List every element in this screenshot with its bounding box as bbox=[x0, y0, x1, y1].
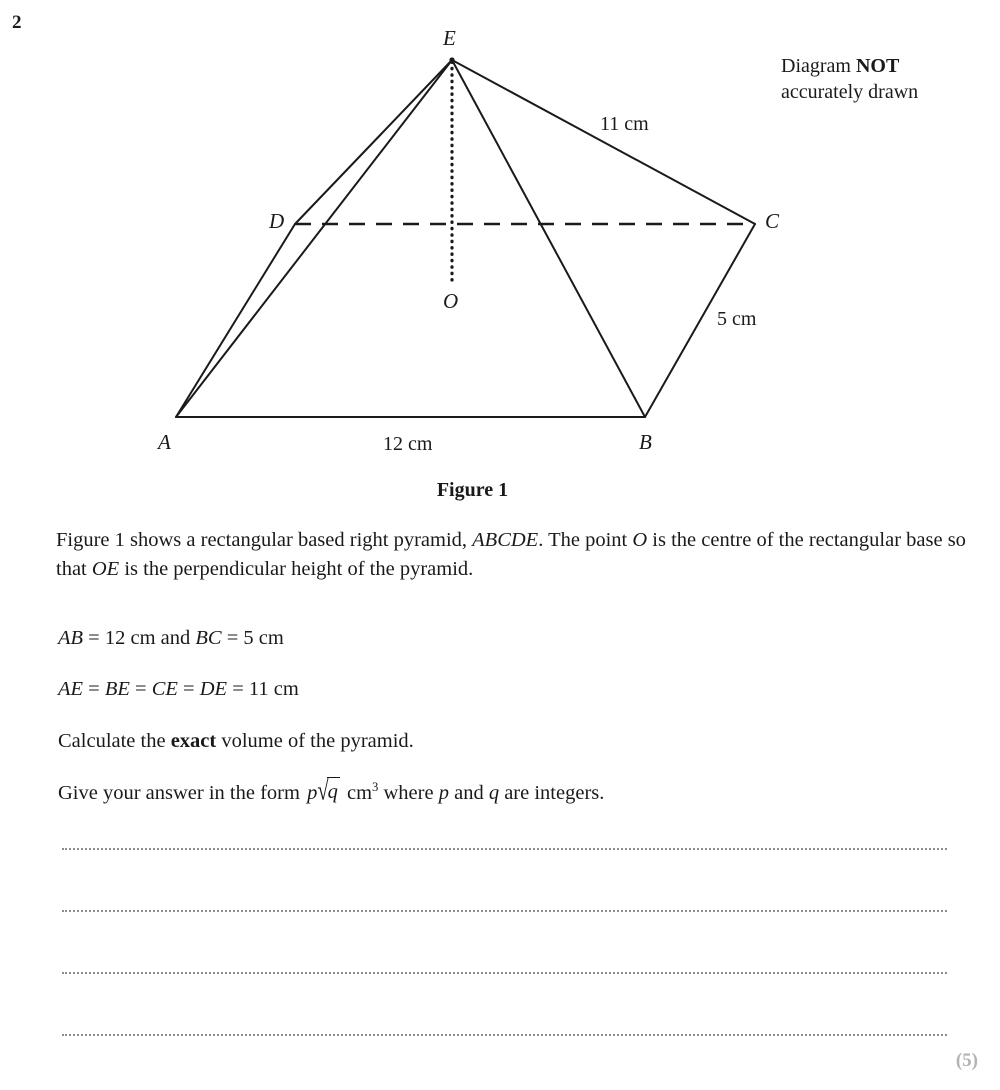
edge-EA bbox=[176, 60, 452, 417]
radicand-q: q bbox=[327, 781, 338, 803]
given-text-2: = 5 cm bbox=[221, 627, 284, 649]
segment-de: DE bbox=[199, 678, 228, 700]
eq-sign-1: = bbox=[83, 678, 105, 700]
shape-name: ABCDE bbox=[472, 529, 539, 551]
intro-text-2: . The point bbox=[538, 529, 633, 551]
form-suffix-2: and bbox=[448, 782, 489, 804]
disclaimer-not: NOT bbox=[855, 55, 900, 77]
vertex-label-A: A bbox=[158, 430, 171, 454]
form-suffix-3: are integers. bbox=[499, 782, 605, 804]
eq-sign-2: = bbox=[129, 678, 152, 700]
segment-oe: OE bbox=[91, 558, 120, 581]
calc-suffix: volume of the pyramid. bbox=[216, 730, 414, 752]
variable-p: p bbox=[438, 782, 449, 804]
figure-1-diagram bbox=[0, 0, 1000, 512]
instruction-answer-form bbox=[58, 778, 604, 808]
form-suffix-1: where bbox=[378, 782, 439, 804]
segment-bc: BC bbox=[195, 627, 222, 649]
calc-emphasis-exact: exact bbox=[170, 730, 217, 752]
vertex-label-C: C bbox=[765, 209, 780, 233]
vertex-label-D: D bbox=[269, 209, 285, 233]
eq-sign-4: = 11 cm bbox=[227, 678, 299, 700]
measurement-label-base-depth: 5 cm bbox=[717, 308, 757, 330]
given-text-1: = 12 cm and bbox=[83, 627, 196, 649]
form-units: cm bbox=[341, 782, 373, 804]
eq-sign-3: = bbox=[177, 678, 200, 700]
answer-line-3[interactable] bbox=[62, 972, 947, 974]
marks-allocation: (5) bbox=[955, 1050, 978, 1071]
point-o: O bbox=[632, 529, 648, 551]
intro-text-1: Figure 1 shows a rectangular based right pyramid, bbox=[56, 529, 473, 551]
edge-AD bbox=[176, 224, 295, 417]
segment-ab: AB bbox=[58, 627, 84, 649]
variable-q: q bbox=[488, 782, 500, 804]
edge-ED bbox=[295, 60, 452, 224]
radical-expression bbox=[305, 778, 342, 808]
segment-ae: AE bbox=[58, 678, 84, 700]
answer-line-1[interactable] bbox=[62, 848, 947, 850]
vertex-label-B: B bbox=[639, 430, 652, 454]
measurement-label-slant-edge: 11 cm bbox=[600, 113, 649, 135]
question-number: 2 bbox=[12, 12, 22, 33]
radical-sign: √ bbox=[317, 776, 329, 807]
coefficient-p: p bbox=[307, 782, 318, 804]
measurement-label-base-width: 12 cm bbox=[383, 433, 433, 455]
given-line-slant-edges bbox=[58, 675, 299, 704]
vertex-label-E: E bbox=[443, 26, 456, 50]
answer-line-2[interactable] bbox=[62, 910, 947, 912]
question-intro-paragraph bbox=[56, 526, 976, 584]
segment-be: BE bbox=[104, 678, 130, 700]
vertex-label-O: O bbox=[443, 289, 459, 313]
instruction-calculate-volume bbox=[58, 727, 414, 756]
disclaimer-line2: accurately drawn bbox=[781, 81, 919, 103]
given-line-base-dimensions bbox=[58, 624, 284, 653]
intro-text-3: is the centre of the rectangular base so that bbox=[56, 529, 966, 581]
answer-line-4[interactable] bbox=[62, 1034, 947, 1036]
calc-prefix: Calculate the bbox=[58, 730, 171, 752]
figure-caption: Figure 1 bbox=[436, 479, 509, 501]
diagram-not-accurate-note bbox=[781, 53, 918, 105]
segment-ce: CE bbox=[151, 678, 178, 700]
form-units-exponent: 3 bbox=[372, 780, 379, 795]
intro-text-4: is the perpendicular height of the pyramid. bbox=[119, 558, 474, 581]
form-prefix: Give your answer in the form bbox=[58, 782, 306, 804]
disclaimer-prefix: Diagram bbox=[781, 55, 856, 77]
apex-point-E bbox=[449, 57, 454, 62]
